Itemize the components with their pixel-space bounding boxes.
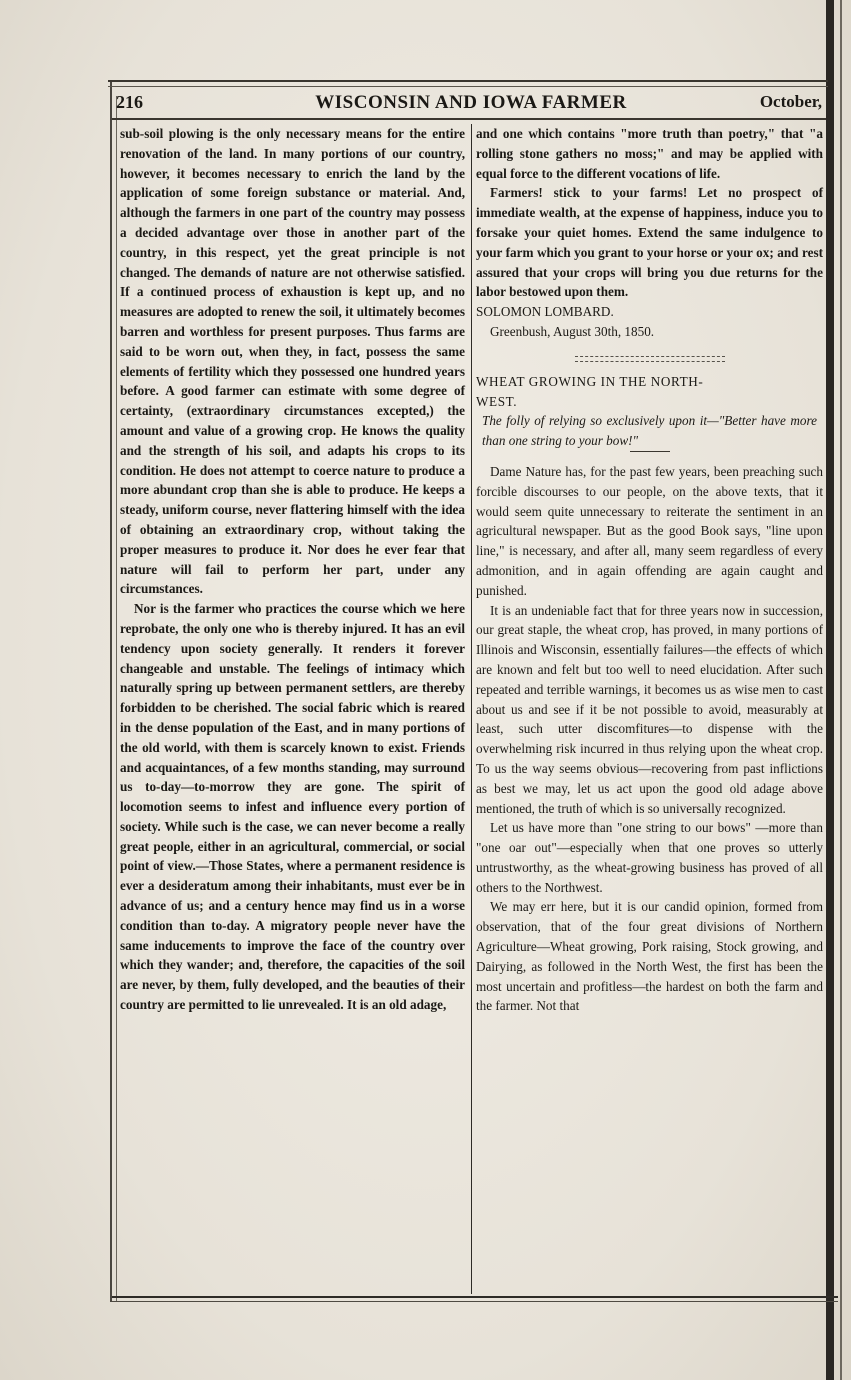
place-date: Greenbush, August 30th, 1850. [490,323,655,339]
header-rule [112,118,826,120]
column-divider [471,124,472,1294]
running-header [116,92,826,118]
article-paragraph: Let us have more than "one string to our bows" —more than "one oar out"—especially when that one proves so utterly untrustworthy, as the wheat-growing business has proved of all others to the Northwest. [476,820,823,895]
left-paragraph: Nor is the farmer who practices the course which we here reprobate, the only one who is thereby injured. It has an evil tendency upon society generally. It renders it forever changeable and unstable. The feelings of intimacy which naturally spring up between permanent settlers, are thereby forbidden to be cherished. The social fabric which is reared in the dense population of the East, and in many portions of the old world, with them is scarcely known to exist. Friends and acquaintances, of a few months standing, may surround us to-day—to-morrow they are gone. The spirit of locomotion seems to infest and influence every portion of society. While such is the case, we can never become a really great people, either in an agricultural, commercial, or social point of view.—Those States, where a permanent residence is ever a desideratum among their inhabitants, must ever be in advance of us; and a century hence may find us in a worse condition than to-day. A migratory people never have the same inducements to improve the face of the country over which they wander; and, therefore, the capacities of the soil are never, by them, fully developed, and the beauties of their country are permitted to lie unrevealed. It is an old adage, [120,601,465,1013]
top-border-rule-inner [108,86,828,87]
publication-title: WISCONSIN AND IOWA FARMER [315,92,627,113]
bottom-border-rule [112,1296,838,1298]
continuation-paragraph: and one which contains "more truth than poetry," that "a rolling stone gathers no moss;" and may be applied with equal force to the different vocations of life. [476,126,823,181]
article-title: WHEAT GROWING IN THE NORTH- [476,373,704,389]
article-paragraph: We may err here, but it is our candid opinion, formed from observation, that of the four great divisions of Northern Agriculture—Wheat growing, Pork raising, Stock growing, and Dairying, as followed in the North West, the first has been the most uncertain and profitless—the hardest on both the farm and the farmer. Not that [476,899,823,1014]
right-column [476,124,823,1016]
article-subtitle: The folly of relying so exclusively upon it—"Better have more than one string to your bow!" [482,413,817,449]
page-number: 216 [116,92,143,112]
left-paragraph: sub-soil plowing is the only necessary means for the entire renovation of the land. In many portions of our country, however, it becomes necessary to enrich the land by the application of some foreign substance or material. And, although the farmers in one part of the country may possess a decided advantage over those in another part of the country, in this respect, yet the great principle is not changed. The demands of nature are not otherwise satisfied. If a continued process of exhaustion is kept up, and no measures are adopted to renew the soil, it ultimately becomes barren and worthless for present purposes. Thus farms are said to be worn out, when they, in fact, possess the same elements of fertility which they possessed one hundred years before. A good farmer can estimate with some degree of certainty, (extraordinary circumstances excepted,) the amount and value of a growing crop. He knows the quality and the strength of his soil, and adapts his crops to its condition. He does not attempt to coerce nature to produce a more abundant crop than she is able to produce. He keeps a steady, uniform course, never flattering himself with the idea of obtaining an extraordinary crop, without taking the proper measures to produce it. Nor does he ever fear that nature will fail to perform her part, under any circumstances. [120,126,465,597]
top-border-rule [108,80,828,82]
article-title-continued: WEST. [476,393,518,409]
article-paragraph: It is an undeniable fact that for three years now in succession, our great staple, the wheat crop, has proved, in many portions of Illinois and Wisconsin, essentially failures—the effects of which are known and felt but too well to need elucidation. After such repeated and terrible warnings, it becomes us as wise men to cast about us and see if it be not possible to avoid, measurably at least, such utter discomfitures—to dispense with the overwhelming risk incurred in thus relying upon the wheat crop. To us the way seems obvious—recovering from past inflictions as best we may, let us act upon the good old adage above mentioned, the truth of which is so universally recognized. [476,602,823,816]
left-border-rule-inner [116,96,117,1302]
left-border-rule [110,80,112,1302]
article-paragraph: Dame Nature has, for the past few years, been preaching such forcible discourses to our people, on the above texts, that it would seem quite unnecessary to reiterate the sentiment in an agricultural newspaper. But as the good Book says, "line upon line," is necessary, and after all, many seem regardless of every admonition, and in again offending are again caught and punished. [476,463,823,598]
exhortation-paragraph: Farmers! stick to your farms! Let no prospect of immediate wealth, at the expense of happiness, induce you to forsake your quiet homes. Extend the same indulgence to your farm which you grant to your horse or your ox; and rest assured that your crops will bring you due returns for the labor bestowed upon them. [476,185,823,300]
binding-edge [826,0,834,1380]
section-separator [575,356,725,362]
left-column [120,124,465,1015]
subtitle-rule [630,451,670,452]
issue-month: October, [759,92,822,111]
author-signature: SOLOMON LOMBARD. [476,304,614,320]
bottom-border-rule-inner [112,1301,838,1302]
binding-edge-line [840,0,842,1380]
